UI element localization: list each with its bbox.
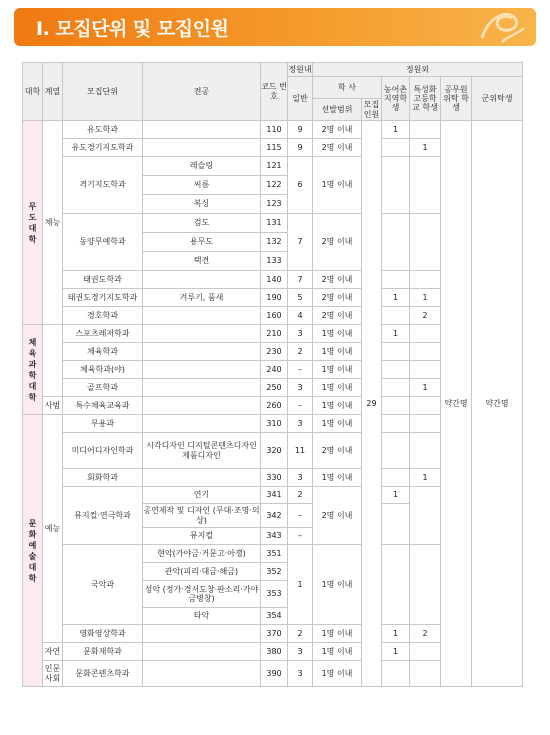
code-cell: 390 (261, 661, 288, 687)
unit-cell: 미디어디자인학과 (63, 433, 143, 469)
code-cell: 343 (261, 528, 288, 545)
header-series: 계열 (43, 63, 63, 121)
header-quota-out: 정원외 (313, 63, 523, 77)
academic-cell: 1명 이내 (313, 469, 362, 487)
rural-cell (382, 397, 410, 415)
general-cell: 2 (288, 625, 313, 643)
code-cell: 341 (261, 487, 288, 504)
major-cell (143, 661, 261, 687)
special-cell: 2 (410, 307, 441, 325)
special-cell: 1 (410, 289, 441, 307)
special-cell (410, 271, 441, 289)
major-cell (143, 469, 261, 487)
special-cell (410, 661, 441, 687)
code-cell: 250 (261, 379, 288, 397)
general-cell: 11 (288, 433, 313, 469)
code-cell: 380 (261, 643, 288, 661)
code-cell: 123 (261, 195, 288, 214)
series-inmun: 인문 사회 (43, 661, 63, 687)
academic-cell: 1명 이내 (313, 643, 362, 661)
academic-cell: 1명 이내 (313, 343, 362, 361)
orange-swirl-logo (472, 8, 528, 46)
general-cell: 3 (288, 469, 313, 487)
major-cell (143, 307, 261, 325)
rural-cell: 1 (382, 325, 410, 343)
unit-cell: 국악과 (63, 545, 143, 625)
code-cell: 230 (261, 343, 288, 361)
rural-cell (382, 361, 410, 379)
general-cell: 1 (288, 545, 313, 625)
special-cell (410, 415, 441, 433)
major-cell: 복싱 (143, 195, 261, 214)
general-cell: – (288, 397, 313, 415)
major-cell (143, 271, 261, 289)
special-cell: 2 (410, 625, 441, 643)
major-cell: 연기 (143, 487, 261, 504)
academic-cell: 2명 이내 (313, 487, 362, 545)
special-cell (410, 397, 441, 415)
unit-cell: 격기지도학과 (63, 157, 143, 214)
special-cell (410, 157, 441, 214)
page-banner (0, 0, 550, 58)
general-cell: 3 (288, 325, 313, 343)
major-cell: 타악 (143, 608, 261, 625)
academic-cell: 2명 이내 (313, 214, 362, 271)
general-cell: 3 (288, 379, 313, 397)
major-cell: 뮤지컬 (143, 528, 261, 545)
general-cell: 9 (288, 139, 313, 157)
special-cell (410, 643, 441, 661)
rural-cell (382, 343, 410, 361)
code-cell: 354 (261, 608, 288, 625)
rural-cell: 1 (382, 487, 410, 504)
code-cell: 370 (261, 625, 288, 643)
major-cell: 용무도 (143, 233, 261, 252)
code-cell: 330 (261, 469, 288, 487)
header-quota-in: 정원내 (288, 63, 313, 77)
series-cheneung-2 (43, 325, 63, 397)
header-eligibility: 선발범위 (313, 99, 362, 121)
special-cell (410, 433, 441, 469)
college-sports: 체 육 과 학 대 학 (23, 325, 43, 415)
major-cell (143, 343, 261, 361)
code-cell: 190 (261, 289, 288, 307)
header-special: 특성화 고등학교 학생 (410, 77, 441, 121)
academic-cell: 2명 이내 (313, 121, 362, 139)
series-cheneung: 체능 (43, 121, 63, 325)
unit-cell: 태권도경기지도학과 (63, 289, 143, 307)
major-cell (143, 415, 261, 433)
major-cell: 레슬링 (143, 157, 261, 176)
code-cell: 320 (261, 433, 288, 469)
academic-cell: 1명 이내 (313, 379, 362, 397)
code-cell: 240 (261, 361, 288, 379)
rural-cell: 1 (382, 643, 410, 661)
unit-cell: 문화콘텐츠학과 (63, 661, 143, 687)
unit-cell: 체육학과(야) (63, 361, 143, 379)
rural-cell (382, 271, 410, 289)
rural-cell: 1 (382, 121, 410, 139)
code-cell: 140 (261, 271, 288, 289)
special-cell (410, 121, 441, 139)
major-cell: 시각디자인 디지털콘텐츠디자인 제품디자인 (143, 433, 261, 469)
series-yeneung: 예능 (43, 415, 63, 643)
series-sabeom: 사범 (43, 397, 63, 415)
academic-cell: 2명 이내 (313, 307, 362, 325)
civil-cell: 약간명 (441, 121, 472, 687)
general-cell: 7 (288, 271, 313, 289)
major-cell (143, 121, 261, 139)
academic-cell: 1명 이내 (313, 625, 362, 643)
code-cell: 342 (261, 504, 288, 528)
military-cell: 약간명 (472, 121, 523, 687)
unit-cell: 회화학과 (63, 469, 143, 487)
major-cell (143, 139, 261, 157)
academic-cell: 2명 이내 (313, 139, 362, 157)
code-cell: 351 (261, 545, 288, 563)
major-cell: 택견 (143, 252, 261, 271)
rural-cell (382, 469, 410, 487)
code-cell: 131 (261, 214, 288, 233)
special-cell (410, 545, 441, 625)
code-cell: 210 (261, 325, 288, 343)
rural-cell (382, 139, 410, 157)
series-jayeon: 자연 (43, 643, 63, 661)
rural-cell (382, 545, 410, 625)
major-cell: 검도 (143, 214, 261, 233)
academic-cell: 1명 이내 (313, 545, 362, 625)
unit-cell: 스포츠레저학과 (63, 325, 143, 343)
general-cell: 2 (288, 487, 313, 504)
rural-cell: 1 (382, 625, 410, 643)
rural-cell (382, 157, 410, 214)
special-cell (410, 343, 441, 361)
code-cell: 310 (261, 415, 288, 433)
header-college: 대학 (23, 63, 43, 121)
code-cell: 115 (261, 139, 288, 157)
general-cell: 2 (288, 343, 313, 361)
special-cell: 1 (410, 469, 441, 487)
unit-cell: 유도학과 (63, 121, 143, 139)
general-cell: – (288, 528, 313, 545)
special-cell (410, 325, 441, 343)
header-recruit: 모집 인원 (362, 99, 382, 121)
header-code: 코드 번호 (261, 63, 288, 121)
rural-cell (382, 504, 410, 545)
academic-cell: 2명 이내 (313, 289, 362, 307)
general-cell: 4 (288, 307, 313, 325)
general-cell: 6 (288, 157, 313, 214)
major-cell (143, 643, 261, 661)
rural-cell (382, 661, 410, 687)
unit-cell: 문화재학과 (63, 643, 143, 661)
special-cell: 1 (410, 379, 441, 397)
code-cell: 133 (261, 252, 288, 271)
unit-cell: 동양무예학과 (63, 214, 143, 271)
rural-cell: 1 (382, 289, 410, 307)
unit-cell: 골프학과 (63, 379, 143, 397)
special-cell (410, 214, 441, 271)
academic-cell: 2명 이내 (313, 433, 362, 469)
code-cell: 121 (261, 157, 288, 176)
major-cell (143, 379, 261, 397)
major-cell: 겨루기, 품새 (143, 289, 261, 307)
major-cell: 씨름 (143, 176, 261, 195)
academic-cell: 2명 이내 (313, 271, 362, 289)
academic-cell: 1명 이내 (313, 157, 362, 214)
academic-cell: 1명 이내 (313, 415, 362, 433)
recruitment-table (22, 62, 523, 687)
code-cell: 122 (261, 176, 288, 195)
general-cell: 9 (288, 121, 313, 139)
unit-cell: 체육학과 (63, 343, 143, 361)
academic-cell: 1명 이내 (313, 661, 362, 687)
unit-cell: 무용과 (63, 415, 143, 433)
major-cell (143, 625, 261, 643)
academic-cell: 1명 이내 (313, 325, 362, 343)
header-rural: 농어촌 지역학생 (382, 77, 410, 121)
college-arts: 문 화 예 술 대 학 (23, 415, 43, 687)
unit-cell: 영화영상학과 (63, 625, 143, 643)
general-cell: – (288, 361, 313, 379)
major-cell (143, 397, 261, 415)
unit-cell: 태권도학과 (63, 271, 143, 289)
general-cell: 3 (288, 415, 313, 433)
code-cell: 352 (261, 563, 288, 581)
code-cell: 160 (261, 307, 288, 325)
page-title: I. 모집단위 및 모집인원 (36, 18, 229, 40)
header-major: 전공 (143, 63, 261, 121)
code-cell: 110 (261, 121, 288, 139)
academic-cell: 1명 이내 (313, 397, 362, 415)
unit-cell: 특수체육교육과 (63, 397, 143, 415)
rural-cell (382, 214, 410, 271)
unit-cell: 유도경기지도학과 (63, 139, 143, 157)
header-academic: 학 사 (313, 77, 382, 99)
special-cell: 1 (410, 139, 441, 157)
header-general: 일반 (288, 77, 313, 121)
rural-cell (382, 433, 410, 469)
general-cell: 5 (288, 289, 313, 307)
code-cell: 132 (261, 233, 288, 252)
special-cell (410, 361, 441, 379)
recruit-total: 29 (362, 121, 382, 687)
major-cell (143, 361, 261, 379)
general-cell: 7 (288, 214, 313, 271)
major-cell: 관악(피리·대금·해금) (143, 563, 261, 581)
code-cell: 353 (261, 581, 288, 608)
college-muye: 무 도 대 학 (23, 121, 43, 325)
header-military: 군위탁생 (472, 77, 523, 121)
special-cell (410, 487, 441, 545)
rural-cell (382, 307, 410, 325)
rural-cell (382, 379, 410, 397)
academic-cell: 1명 이내 (313, 361, 362, 379)
major-cell: 공연제작 및 디자인 (무대·조명·의상) (143, 504, 261, 528)
major-cell: 현악(가야금·거문고·아쟁) (143, 545, 261, 563)
general-cell: 3 (288, 643, 313, 661)
code-cell: 260 (261, 397, 288, 415)
general-cell: 3 (288, 661, 313, 687)
rural-cell (382, 415, 410, 433)
general-cell: – (288, 504, 313, 528)
unit-cell: 경호학과 (63, 307, 143, 325)
header-unit: 모집단위 (63, 63, 143, 121)
major-cell (143, 325, 261, 343)
unit-cell: 뮤지컬·연극학과 (63, 487, 143, 545)
major-cell: 성악 (정가·경서도창·판소리·가야금병창) (143, 581, 261, 608)
header-civil: 공무원 위탁 학생 (441, 77, 472, 121)
